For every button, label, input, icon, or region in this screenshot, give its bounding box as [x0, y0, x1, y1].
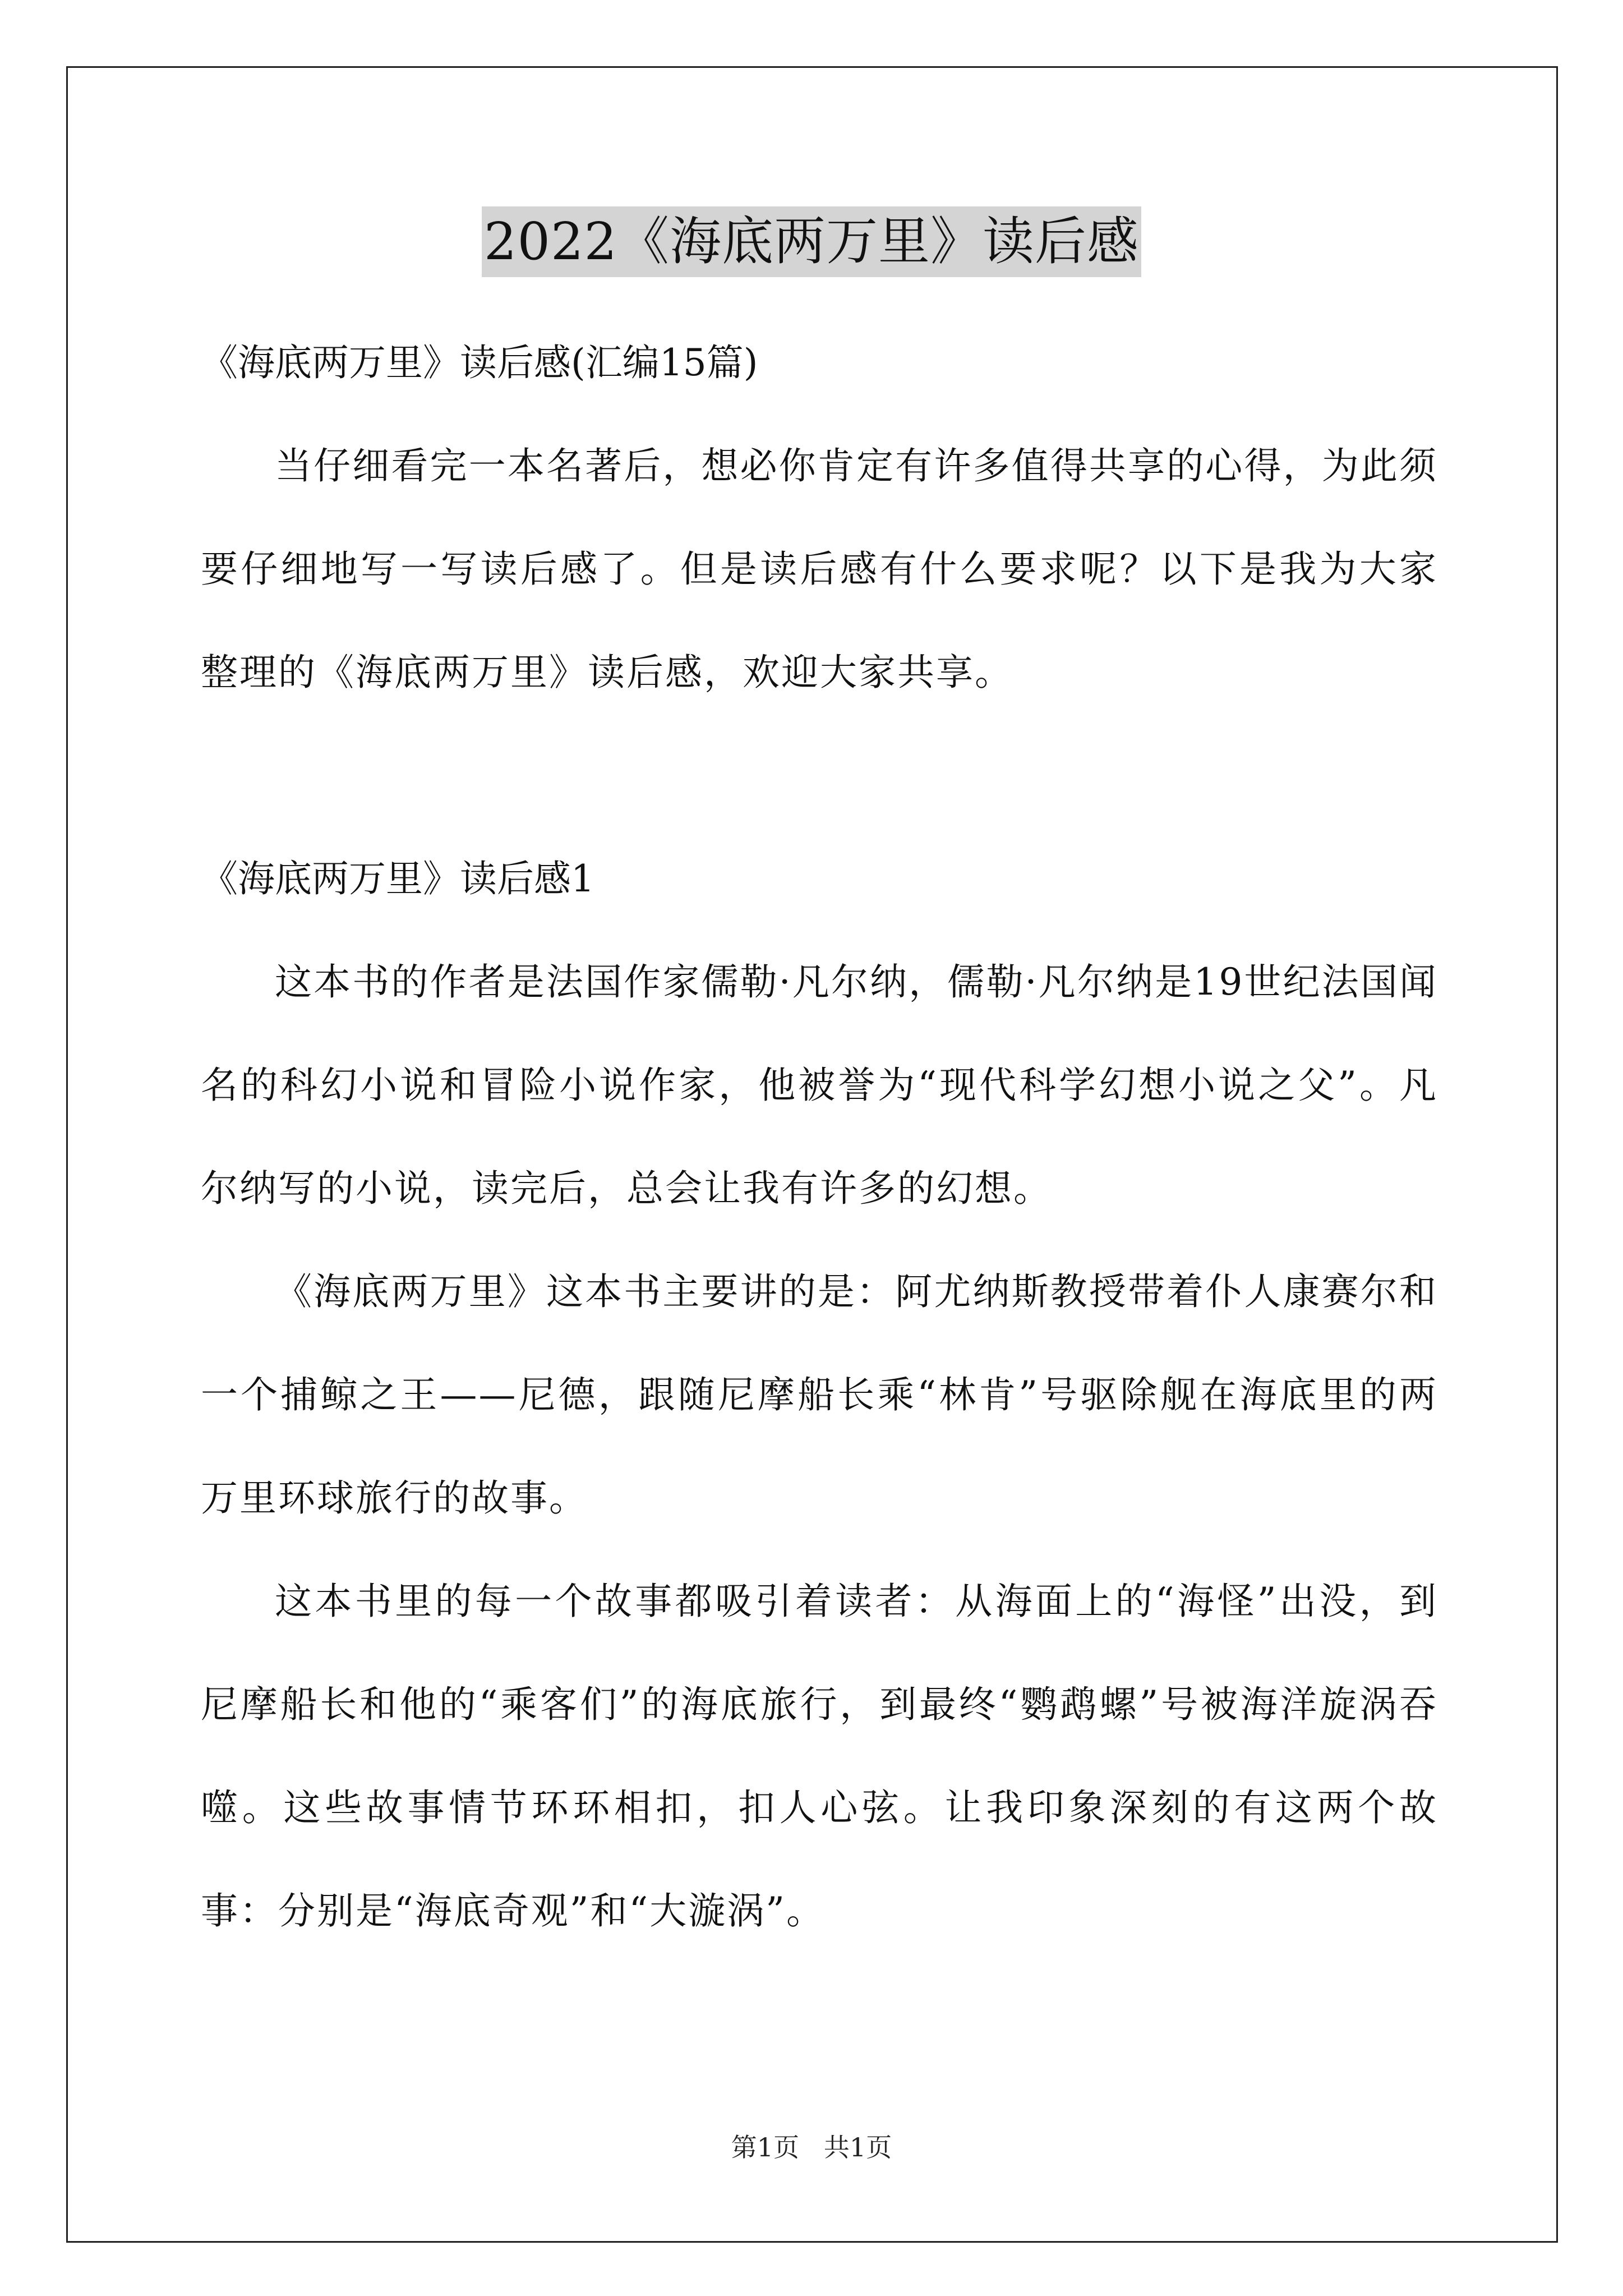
section-heading: 《海底两万里》读后感1	[201, 857, 594, 900]
intro-paragraph: 当仔细看完一本名著后，想必你肯定有许多值得共享的心得，为此须要仔细地写一写读后感了。但是读后感有什么要求呢？以下是我为大家整理的《海底两万里》读后感，欢迎大家共享。	[201, 444, 1438, 694]
title-container	[0, 206, 1623, 277]
document-subtitle: 《海底两万里》读后感(汇编15篇)	[201, 341, 758, 384]
page-footer: 第1页 共1页	[731, 2132, 892, 2162]
body-paragraph: 《海底两万里》这本书主要讲的是：阿尤纳斯教授带着仆人康赛尔和一个捕鲸之王——尼德，跟随尼摩船长乘“林肯”号驱除舰在海底里的两万里环球旅行的故事。	[201, 1270, 1438, 1520]
document-body	[201, 311, 1438, 1963]
blank-line	[201, 724, 1438, 827]
body-paragraph: 这本书的作者是法国作家儒勒·凡尔纳，儒勒·凡尔纳是19世纪法国闻名的科幻小说和冒险小说作家，他被誉为“现代科学幻想小说之父”。凡尔纳写的小说，读完后，总会让我有许多的幻想。	[201, 960, 1438, 1210]
body-paragraph: 这本书里的每一个故事都吸引着读者：从海面上的“海怪”出没，到尼摩船长和他的“乘客们”的海底旅行，到最终“鹦鹉螺”号被海洋旋涡吞噬。这些故事情节环环相扣，扣人心弦。让我印象深刻的有这两个故事：分别是“海底奇观”和“大漩涡”。	[201, 1580, 1438, 1932]
document-title: 2022《海底两万里》读后感	[482, 206, 1141, 277]
